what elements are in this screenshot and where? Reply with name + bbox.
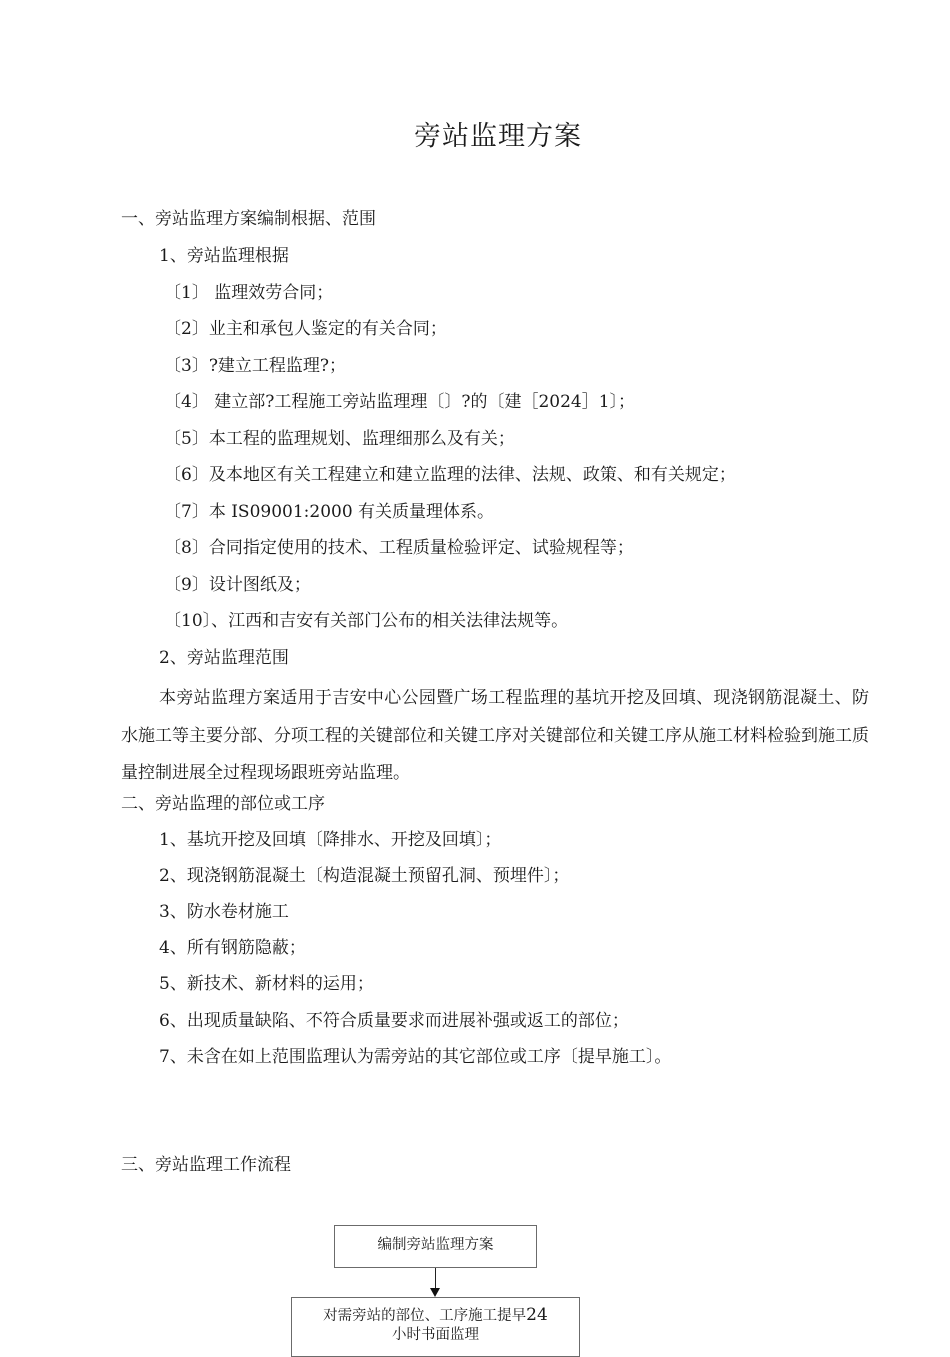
basis-item-4: 〔4〕 建立部?工程施工旁站监理理〔〕?的〔建［2024］1〕； bbox=[164, 392, 636, 412]
subsection-1-1-heading: 1、旁站监理根据 bbox=[159, 246, 289, 266]
process-item-3: 3、防水卷材施工 bbox=[159, 902, 289, 922]
section-1-heading: 一、旁站监理方案编制根据、范围 bbox=[121, 209, 376, 229]
flow-box-advance-notice-text2: 小时书面监理 bbox=[392, 1327, 479, 1343]
basis-item-10: 〔10〕、江西和吉安有关部门公布的相关法律法规等。 bbox=[164, 611, 569, 631]
flow-box-prepare-plan: 编制旁站监理方案 bbox=[334, 1225, 537, 1268]
process-item-5: 5、新技术、新材料的运用； bbox=[159, 974, 374, 994]
flow-box-advance-notice bbox=[291, 1297, 580, 1357]
basis-item-9: 〔9〕设计图纸及； bbox=[164, 575, 311, 595]
flow-arrow-line bbox=[435, 1268, 436, 1289]
basis-item-2: 〔2〕业主和承包人鉴定的有关合同； bbox=[164, 319, 447, 339]
section-2-heading: 二、旁站监理的部位或工序 bbox=[121, 794, 325, 814]
basis-item-1: 〔1〕 监理效劳合同； bbox=[164, 283, 334, 303]
basis-item-6: 〔6〕及本地区有关工程建立和建立监理的法律、法规、政策、和有关规定； bbox=[164, 465, 736, 485]
flow-box-advance-notice-hours: 24 bbox=[526, 1305, 548, 1325]
process-item-1: 1、基坑开挖及回填〔降排水、开挖及回填〕； bbox=[159, 830, 502, 850]
process-item-7: 7、未含在如上范围监理认为需旁站的其它部位或工序〔提早施工〕。 bbox=[159, 1047, 672, 1067]
section-3-heading: 三、旁站监理工作流程 bbox=[121, 1155, 291, 1175]
subsection-1-2-heading: 2、旁站监理范围 bbox=[159, 648, 289, 668]
scope-paragraph: 本旁站监理方案适用于吉安中心公园暨广场工程监理的基坑开挖及回填、现浇钢筋混凝土、防水施工等主要分部、分项工程的关键部位和关键工序对关键部位和关键工序从施工材料检验到施工质量控制进展全过程现场跟班旁站监理。 bbox=[121, 688, 869, 783]
basis-item-8: 〔8〕合同指定使用的技术、工程质量检验评定、试验规程等； bbox=[164, 538, 634, 558]
process-item-4: 4、所有钢筋隐蔽； bbox=[159, 938, 306, 958]
flow-box-advance-notice-text1: 对需旁站的部位、工序施工提早 bbox=[323, 1308, 527, 1324]
flow-arrow-head-icon bbox=[430, 1288, 440, 1297]
process-item-2: 2、现浇钢筋混凝土〔构造混凝土预留孔洞、预埋件〕； bbox=[159, 866, 570, 886]
basis-item-5: 〔5〕本工程的监理规划、监理细那么及有关； bbox=[164, 429, 515, 449]
process-item-6: 6、出现质量缺陷、不符合质量要求而进展补强或返工的部位； bbox=[159, 1011, 629, 1031]
basis-item-7: 〔7〕本 IS09001:2000 有关质量理体系。 bbox=[164, 502, 495, 522]
basis-item-3: 〔3〕?建立工程监理?； bbox=[164, 356, 347, 376]
page-title: 旁站监理方案 bbox=[414, 121, 582, 152]
